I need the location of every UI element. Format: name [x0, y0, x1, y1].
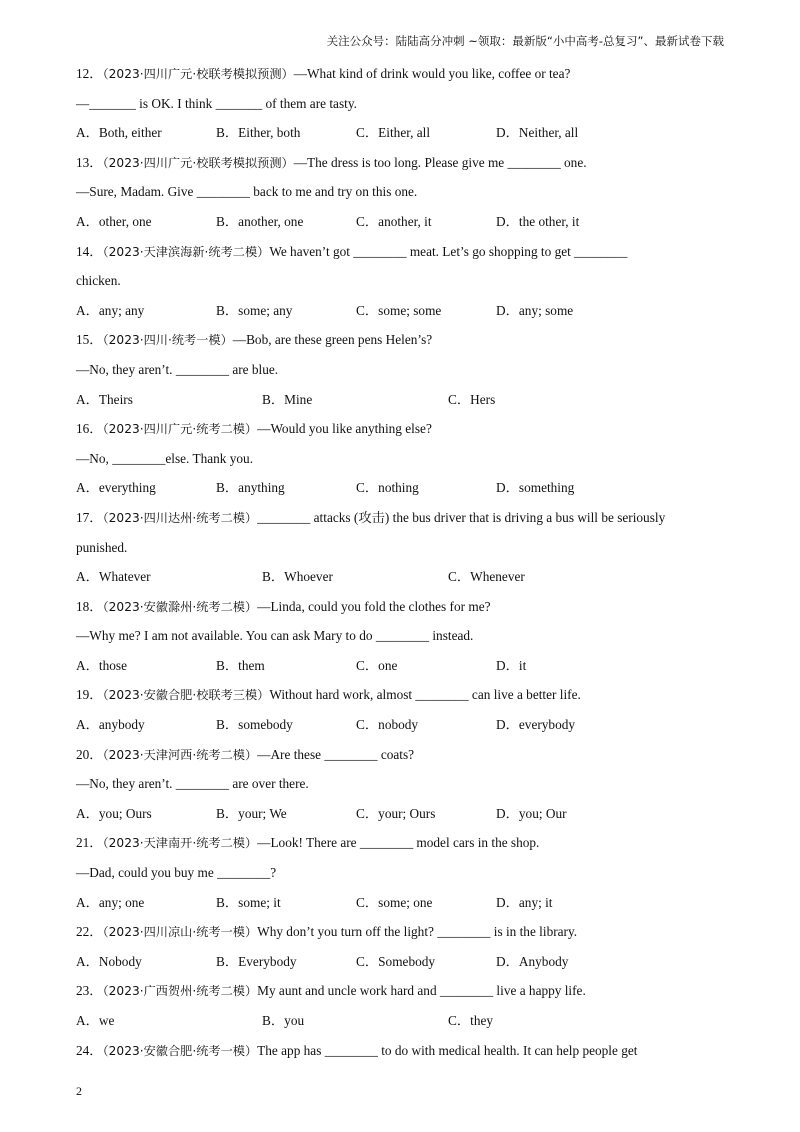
answer-option: C．some; one [356, 894, 433, 910]
answer-options [76, 473, 724, 503]
question-text: —No, ________else. Thank you. [76, 450, 254, 466]
question-text: We haven’t got ________ meat. Let’s go shopping to get ________ [269, 243, 628, 259]
answer-option: B．Whoever [262, 569, 333, 585]
question-number: 24． [76, 1042, 103, 1058]
answer-option: B．you [262, 1013, 305, 1028]
answer-option: A．Theirs [76, 391, 133, 407]
question-item [76, 740, 724, 829]
answer-option: D．you; Our [496, 805, 567, 821]
page-number: 2 [76, 1084, 82, 1098]
question-line [76, 355, 724, 385]
question-item [76, 148, 724, 237]
question-text: —Look! There are ________ model cars in the shop. [257, 835, 540, 851]
question-text: —Sure, Madam. Give ________ back to me and try on this one. [76, 184, 418, 200]
question-stem [76, 917, 724, 947]
question-item [76, 1036, 724, 1066]
answer-option: C．nothing [356, 480, 419, 496]
answer-option: B．some; any [216, 302, 293, 318]
page-header: 关注公众号：陆陆高分冲刺 ~领取：最新版“小中高考-总复习”、最新试卷下载 [326, 34, 724, 48]
question-item [76, 414, 724, 503]
answer-options [76, 888, 724, 918]
answer-option: C．Either, all [356, 125, 431, 141]
answer-option: D．Anybody [496, 953, 569, 969]
answer-option: B．anything [216, 480, 285, 496]
answer-options [76, 799, 724, 829]
answer-option: D．any; it [496, 894, 553, 910]
question-source: （2023·广西贺州·统考二模） [102, 984, 258, 999]
question-number: 20． [76, 746, 103, 762]
question-number: 15． [76, 332, 103, 348]
question-number: 17． [76, 509, 103, 525]
answer-option: A．those [76, 657, 127, 673]
answer-option: C．Whenever [448, 569, 525, 585]
question-text: The app has ________ to do with medical health. It can help people get [257, 1042, 638, 1058]
answer-option: D．any; some [496, 302, 574, 318]
question-text: —What kind of drink would you like, coffee or tea? [293, 66, 571, 81]
answer-option: C．Hers [448, 391, 496, 407]
question-number: 16． [76, 421, 103, 437]
answer-options [76, 118, 724, 148]
answer-options [76, 710, 724, 740]
question-text: —Bob, are these green pens Helen’s? [232, 332, 433, 348]
question-stem [76, 828, 724, 858]
question-list [76, 59, 724, 1065]
question-number: 23． [76, 983, 103, 999]
answer-option: C．they [448, 1013, 494, 1028]
answer-option: A．any; one [76, 894, 145, 910]
answer-option: C．one [356, 657, 398, 673]
answer-option: C．some; some [356, 302, 442, 318]
answer-option: D．it [496, 657, 527, 673]
question-text: punished. [76, 539, 128, 555]
question-source: （2023·四川广元·校联考模拟预测） [102, 155, 294, 170]
answer-option: D．Neither, all [496, 125, 579, 141]
answer-option: A．Whatever [76, 569, 151, 585]
question-text: —Would you like anything else? [257, 421, 432, 437]
answer-option: B．Either, both [216, 125, 301, 141]
answer-option: C．nobody [356, 717, 419, 733]
answer-option: A．anybody [76, 717, 145, 733]
answer-option: B．Mine [262, 391, 313, 407]
question-source: （2023·安徽滁州·统考二模） [102, 599, 258, 614]
question-item [76, 917, 724, 976]
answer-option: B．somebody [216, 717, 293, 733]
question-text: —No, they aren’t. ________ are blue. [76, 361, 279, 377]
question-text: —Why me? I am not available. You can ask Mary to do ________ instead. [76, 628, 474, 644]
answer-option: A．other, one [76, 213, 152, 229]
question-source: （2023·安徽合肥·校联考三模） [102, 688, 270, 703]
question-text: Why don’t you turn off the light? ________ is in the library. [257, 924, 578, 940]
question-stem [76, 414, 724, 444]
answer-option: B．some; it [216, 894, 281, 910]
question-text: —Linda, could you fold the clothes for me? [257, 598, 491, 614]
question-item [76, 503, 724, 592]
question-text: —Are these ________ coats? [257, 746, 415, 762]
question-source: （2023·四川·统考一模） [102, 333, 233, 348]
answer-options [76, 562, 724, 592]
answer-option: B．another, one [216, 213, 304, 229]
question-source: （2023·天津南开·统考二模） [102, 836, 258, 851]
answer-option: A．everything [76, 480, 156, 496]
question-line [76, 444, 724, 474]
answer-option: A．Nobody [76, 953, 142, 969]
question-text: Without hard work, almost ________ can live a better life. [269, 687, 581, 703]
answer-options [76, 651, 724, 681]
question-number: 14． [76, 243, 103, 259]
answer-option: C．Somebody [356, 953, 436, 969]
answer-option: A．we [76, 1013, 115, 1028]
answer-option: B．your; We [216, 805, 287, 821]
question-stem [76, 976, 724, 1006]
question-stem [76, 740, 724, 770]
question-stem [76, 503, 724, 533]
question-stem [76, 148, 724, 178]
question-source: （2023·天津河西·统考二模） [102, 747, 258, 762]
question-text: chicken. [76, 273, 121, 289]
question-text: ________ attacks (攻击) the bus driver that is driving a bus will be seriously [257, 509, 666, 525]
question-number: 21． [76, 835, 103, 851]
question-item [76, 59, 724, 148]
question-number: 19． [76, 687, 103, 703]
answer-option: A．you; Ours [76, 805, 152, 821]
answer-option: D．everybody [496, 717, 576, 733]
question-text: —The dress is too long. Please give me ________ one. [293, 154, 587, 170]
question-number: 12． [76, 66, 103, 81]
answer-option: C．another, it [356, 213, 432, 229]
answer-option: D．the other, it [496, 213, 580, 229]
question-text: My aunt and uncle work hard and ________ live a happy life. [257, 983, 586, 999]
answer-option: B．Everybody [216, 953, 297, 969]
question-line [76, 533, 724, 563]
question-source: （2023·四川广元·校联考模拟预测） [102, 67, 294, 81]
question-number: 18． [76, 598, 103, 614]
answer-options [76, 296, 724, 326]
answer-option: A．any; any [76, 302, 145, 318]
question-text: —No, they aren’t. ________ are over there. [76, 776, 309, 792]
question-stem [76, 237, 724, 267]
answer-options [76, 947, 724, 977]
question-line [76, 266, 724, 296]
answer-options [76, 385, 724, 415]
question-item [76, 325, 724, 414]
answer-option: B．them [216, 657, 265, 673]
question-line [76, 177, 724, 207]
question-text: —Dad, could you buy me ________? [76, 865, 277, 881]
question-number: 22． [76, 924, 103, 940]
question-stem [76, 680, 724, 710]
question-line [76, 621, 724, 651]
answer-option: A．Both, either [76, 125, 162, 141]
question-source: （2023·四川凉山·统考一模） [102, 925, 258, 940]
question-source: （2023·四川达州·统考二模） [102, 510, 258, 525]
question-text: —_______ is OK. I think _______ of them are tasty. [76, 95, 357, 111]
question-stem [76, 59, 724, 89]
question-line [76, 769, 724, 799]
question-item [76, 828, 724, 917]
answer-options [76, 207, 724, 237]
question-item [76, 976, 724, 1035]
question-stem [76, 1036, 724, 1066]
question-item [76, 237, 724, 326]
question-source: （2023·四川广元·统考二模） [102, 422, 258, 437]
question-stem [76, 325, 724, 355]
question-source: （2023·安徽合肥·统考一模） [102, 1043, 258, 1058]
question-line [76, 89, 724, 119]
question-line [76, 858, 724, 888]
question-item [76, 592, 724, 681]
question-stem [76, 592, 724, 622]
answer-option: D．something [496, 480, 575, 496]
answer-options [76, 1006, 724, 1036]
answer-option: C．your; Ours [356, 805, 436, 821]
question-source: （2023·天津滨海新·统考二模） [102, 244, 270, 259]
question-item [76, 680, 724, 739]
question-number: 13． [76, 154, 103, 170]
